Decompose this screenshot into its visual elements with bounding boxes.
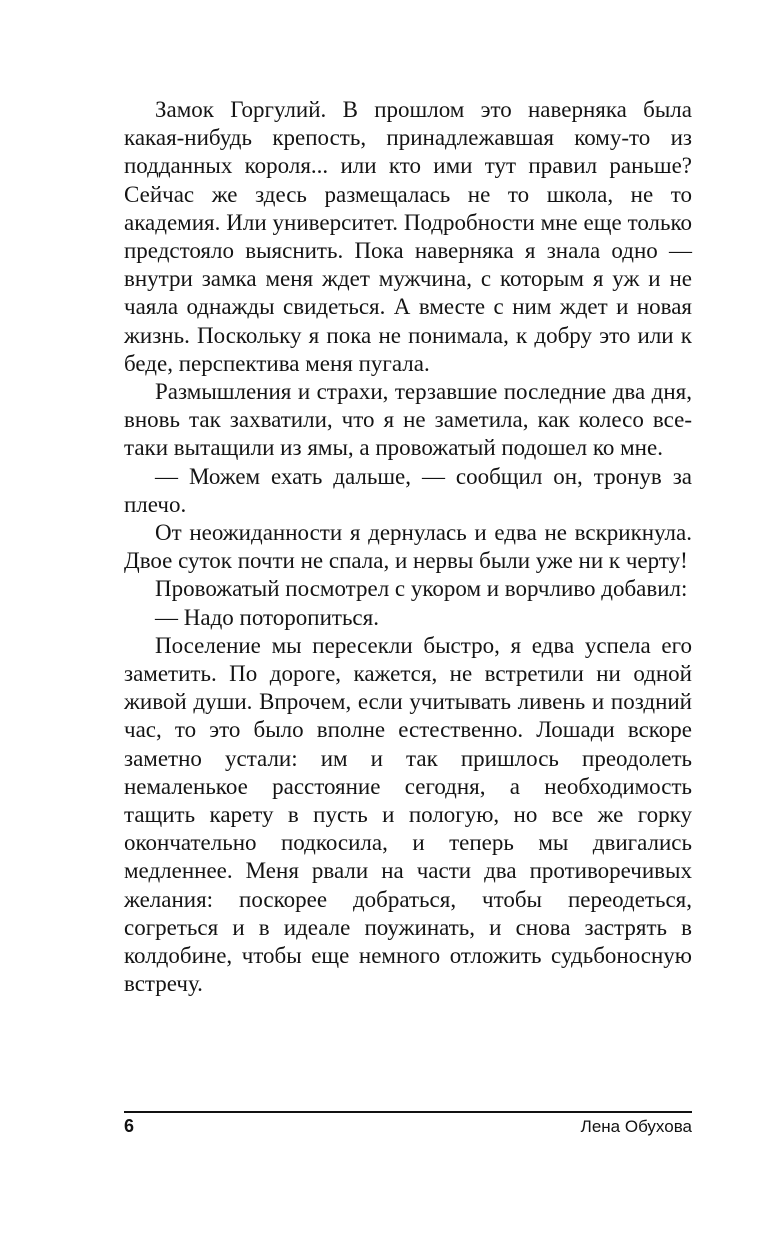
- paragraph-2: Размышления и страхи, терзавшие последние два дня, вновь так захватили, что я не заметила, как колесо все-таки вытащили из ямы, а провожатый подошел ко мне.: [124, 379, 692, 461]
- paragraph-7: Поселение мы пересекли быстро, я едва успела его заметить. По дороге, кажется, не встретили ни одной живой души. Впрочем, если учитывать ливень и поздний час, то это было вполне естественно. Лошади вскоре заметно устали: им и так пришлось преодолеть немаленькое расстояние сегодня, а необходимость тащить карету в пусть и пологую, но все же горку окончательно подкосила, и теперь мы двигались медленнее. Меня рвали на части два противоречивых желания: поскорее добраться, чтобы переодеться, согреться и в идеале поужинать, и снова застрять в колдобине, чтобы еще немного отложить судьбоносную встречу.: [124, 632, 692, 997]
- running-footer-author: Лена Обухова: [580, 1117, 692, 1136]
- paragraph-5: Провожатый посмотрел с укором и ворчливо добавил:: [155, 576, 688, 602]
- footer-rule: [124, 1111, 692, 1113]
- paragraph-6: — Надо поторопиться.: [155, 604, 379, 630]
- book-page-text: [124, 96, 692, 999]
- paragraph-3: — Можем ехать дальше, — сообщил он, тронув за плечо.: [124, 463, 692, 517]
- paragraph-4: От неожиданности я дернулась и едва не вскрикнула. Двое суток почти не спала, и нервы были уже ни к черту!: [124, 520, 692, 574]
- page-number: 6: [124, 1116, 135, 1136]
- paragraph-1: Замок Горгулий. В прошлом это наверняка была какая-нибудь крепость, принадлежавшая кому-то из подданных короля... или кто ими тут правил раньше? Сейчас же здесь размещалась не то школа, не то академия. Или университет. Подробности мне еще только предстояло выяснить. Пока наверняка я знала одно — внутри замка меня ждет мужчина, с которым я уж и не чаяла однажды свидеться. А вместе с ним ждет и новая жизнь. Поскольку я пока не понимала, к добру это или к беде, перспектива меня пугала.: [124, 97, 692, 376]
